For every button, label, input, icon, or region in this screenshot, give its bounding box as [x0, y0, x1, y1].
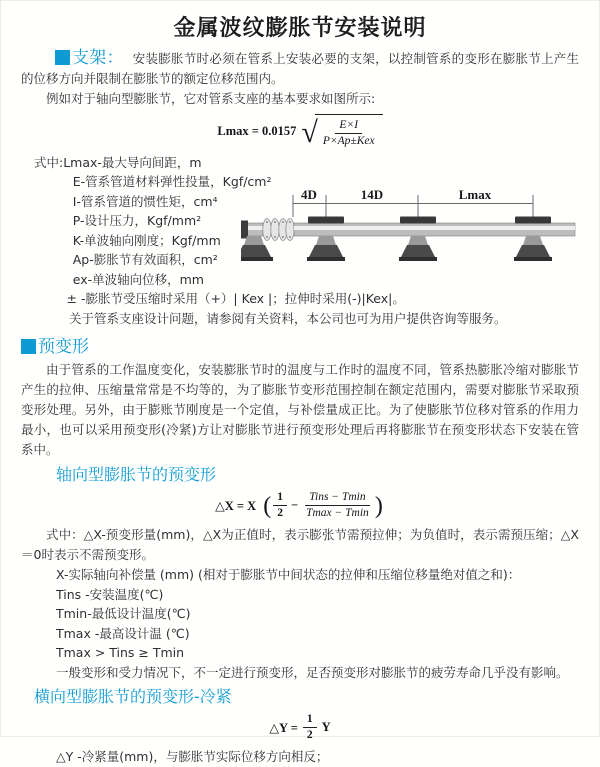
open-paren: (	[263, 492, 272, 519]
pipe	[294, 223, 575, 236]
axial-formula	[21, 490, 579, 521]
axial-variable-list	[21, 565, 579, 682]
support-intro-paragraph	[21, 48, 579, 89]
axial-variable-line: X-实际轴向补偿量 (mm) (相对于膨胀节中间状态的拉伸和压缩位移量绝对值之和)：	[56, 567, 521, 583]
pipe-support	[307, 217, 345, 262]
close-paren: )	[374, 492, 383, 519]
sqrt-radicand	[315, 114, 383, 149]
lmax-formula-lhs: Lmax = 0.0157	[217, 123, 297, 138]
lmax-fraction	[319, 118, 379, 149]
axial-subsection-heading: 轴向型膨胀节的预变形	[56, 465, 217, 485]
half-fraction	[273, 490, 287, 521]
variable-line: ex-单波轴向位移，mm	[72, 271, 204, 287]
lateral-note-list	[21, 747, 579, 767]
axial-variable-line: Tmax > Tins ≥ Tmin	[56, 645, 185, 661]
variable-line: K-单波轴向刚度；Kgf/mm	[72, 232, 221, 248]
lmax-fraction-denominator: P×Ap±Kex	[322, 134, 375, 147]
blue-square-bullet-icon	[55, 50, 70, 65]
predeform-paragraph: 由于管系的工作温度变化，安装膨胀节时的温度与工作时的温度不同，管系热膨胀冷缩对膨胀节产生的拉伸、压缩量常常是不均等的，为了膨胀节变形范围控制在额定范围内，需要对膨胀节采取预变形处理。另外，由于膨账节刚度是一个定值，与补偿量成正比。为了使膨胀节位移对管系的作用力最小，也可以采用预变形(冷紧)方让对膨胀节进行预变形处理后再将膨胀节在预变形状态下安装在管系中。	[21, 362, 579, 458]
predeform-section-heading: 预变形	[38, 337, 89, 358]
half-fraction-numerator: 1	[273, 490, 287, 506]
dim-label-4d: 4D	[301, 187, 317, 202]
consult-note: 关于管系支座设计问题，请参阅有关资料，本公司也可为用户提供咨询等服务。	[69, 311, 507, 327]
axial-formula-lhs: △X = X	[215, 498, 257, 513]
axial-variable-line: Tmin-最低设计温度(℃)	[56, 606, 191, 622]
lateral-fraction-denominator: 2	[306, 729, 313, 742]
lmax-fraction-numerator: E×I	[335, 118, 362, 134]
pipe-support	[514, 217, 552, 262]
predeform-section-row	[21, 337, 579, 358]
pipe-support-diagram	[241, 187, 593, 279]
variable-lmax: Lmax-最大导向间距，m	[63, 154, 202, 170]
dim-label-lmax: Lmax	[458, 187, 492, 202]
temperature-fraction-denominator: Tmax − Tmin	[306, 507, 369, 520]
blue-square-bullet-icon	[21, 339, 36, 354]
sqrt-radical	[301, 114, 382, 149]
lateral-subsection-heading: 横向型膨胀节的预变形-冷紧	[34, 687, 232, 707]
axial-variable-line: Tins -安装温度(℃)	[56, 586, 164, 602]
dim-label-14d: 14D	[360, 187, 384, 202]
lmax-formula	[21, 114, 579, 149]
lateral-formula-lhs: △Y =	[269, 720, 298, 735]
lateral-formula-rhs: Y	[321, 720, 331, 735]
pipe-anchor	[241, 221, 263, 239]
half-fraction-denominator: 2	[277, 507, 283, 520]
pipe-support	[399, 217, 437, 262]
sqrt-symbol-icon: √	[301, 116, 318, 150]
variable-line: I-管系管道的惯性矩，cm⁴	[72, 193, 218, 209]
vars-label: 式中:	[34, 154, 64, 170]
variable-line: P-设计压力，Kgf/mm²	[72, 213, 202, 229]
variable-line: E-管系管道材料弹性投量，Kgf/cm²	[72, 174, 272, 190]
dimension-line	[293, 195, 533, 217]
variable-line	[34, 153, 579, 173]
lateral-fraction-numerator: 1	[303, 712, 317, 728]
document-content	[1, 11, 599, 767]
axial-explain-paragraph: 式中：△X-预变形量(mm)，△X为正值时，表示膨张节需预拉伸；为负值时，表示需预压缩；△X＝0时表示不需预变形。	[21, 527, 579, 563]
minus-operator: −	[290, 498, 299, 513]
lateral-half-fraction	[303, 712, 317, 743]
temperature-fraction	[302, 490, 373, 521]
support-example-paragraph: 例如对于轴向型膨胀节，它对管系支座的基本要求如图所示:	[46, 91, 376, 106]
support-intro-text: 安装膨胀节时必须在管系上安装必要的支架，以控制管系的变形在膨胀节上产生的位移方向并限制在膨胀节的额定位移范围内。	[21, 51, 579, 86]
plusminus-note: ± -膨胀节受压缩时采用（+）| Kex |；拉伸时采用(-)|Kex|。	[66, 291, 405, 307]
variable-line: Ap-膨胀节有效面积，cm²	[72, 252, 218, 268]
lateral-note-line: △Y -冷紧量(mm)，与膨胀节实际位移方向相反；	[56, 749, 329, 765]
page-title: 金属波纹膨胀节安装说明	[173, 16, 427, 41]
temperature-fraction-numerator: Tins − Tmin	[305, 490, 369, 506]
support-section-heading: 支架：	[71, 48, 124, 68]
lateral-formula	[21, 712, 579, 743]
pipe-support-diagram-svg	[241, 187, 593, 279]
axial-note-line: 一般变形和受力情况下，不一定进行预变形，足否预变形对膨胀节的疲劳寿命几乎没有影响。	[56, 664, 569, 680]
axial-variable-line: Tmax -最高设计温 (℃)	[56, 625, 190, 641]
